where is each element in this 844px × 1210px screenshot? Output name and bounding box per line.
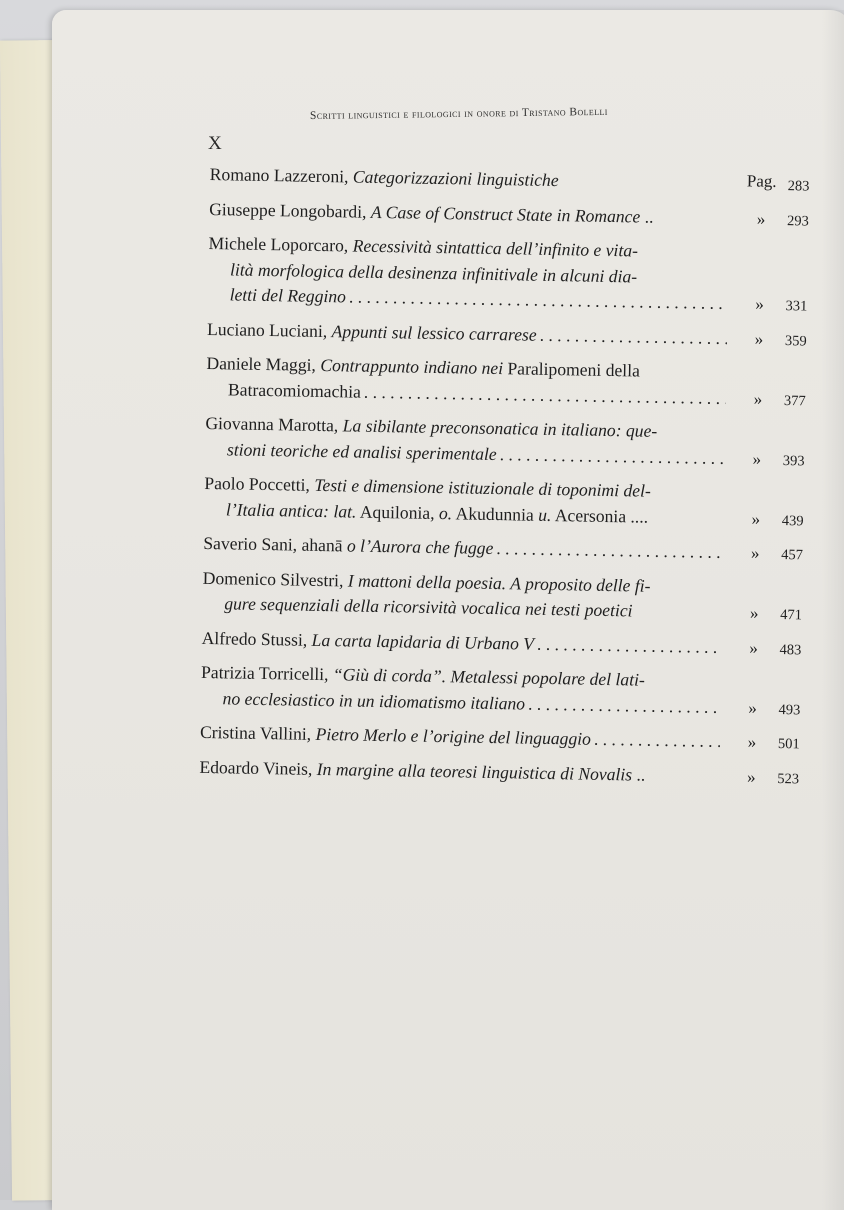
page-marker: » (751, 509, 761, 529)
toc-page-number: 457 (781, 547, 804, 564)
toc-text: Saverio Sani, ahanā (203, 532, 348, 556)
toc-text: Domenico Silvestri, (202, 567, 349, 590)
dot-leader (496, 536, 723, 565)
toc-text: Paralipomeni della (502, 358, 641, 381)
dot-leader (537, 631, 722, 660)
toc-page-number: 439 (781, 512, 804, 529)
table-of-contents (199, 162, 825, 800)
toc-title-italic: Appunti sul lessico carrarese (331, 320, 537, 345)
toc-page-number: 331 (785, 298, 808, 315)
toc-text: Daniele Maggi, (206, 352, 321, 375)
page-marker: » (749, 637, 759, 658)
toc-page-number: 523 (777, 770, 800, 787)
toc-title-italic: letti del Reggino (229, 284, 347, 307)
toc-text: Paolo Poccetti, (204, 472, 315, 495)
toc-page-number: 359 (784, 332, 807, 349)
toc-text: Aquilonia, (356, 501, 440, 523)
dot-leader (528, 691, 721, 720)
toc-text: Giovanna Marotta, (205, 412, 343, 436)
toc-title-italic: u. (538, 504, 552, 525)
page-marker: Pag. (746, 171, 777, 191)
toc-title-italic: La sibilante preconsonatica in italiano: que- (342, 415, 658, 441)
toc-title-italic: o l’Aurora che fugge (346, 535, 494, 559)
toc-title-italic: gure sequenziali della ricorsività vocalica nei testi poetici (224, 593, 633, 621)
running-head: Scritti linguistici e filologici in onore di Tristano Bolelli (309, 105, 608, 122)
toc-text: Batracomiomachia (227, 378, 362, 402)
toc-page-number: 483 (779, 641, 802, 658)
toc-title-italic: o. (438, 502, 453, 523)
toc-page-number: 283 (787, 178, 810, 195)
page-marker: » (747, 732, 757, 752)
toc-entry (202, 565, 818, 627)
toc-entry-text (203, 531, 493, 562)
toc-text: Akudunnia (452, 502, 539, 525)
toc-title-italic: Pietro Merlo e l’origine del linguaggio (315, 723, 592, 749)
toc-text: Luciano Luciani, (206, 318, 332, 341)
page-marker: » (750, 543, 760, 563)
page-marker: » (754, 329, 764, 349)
toc-title-italic: “Giù di corda”. Metalessi popolare del lati- (332, 664, 645, 690)
page-marker: » (755, 294, 765, 314)
toc-title-italic: I mattoni della poesia. A proposito delle fi- (347, 569, 651, 596)
toc-entry (207, 231, 823, 318)
toc-title-italic: Recessività sintattica dell’infinito e vita- (352, 235, 639, 261)
toc-text: Cristina Vallini, (199, 721, 316, 744)
toc-entry (200, 660, 816, 722)
page-marker: » (753, 389, 763, 409)
toc-entry (206, 351, 822, 413)
toc-text: .. (640, 206, 654, 227)
toc-text: Michele Loporcaro, (208, 232, 353, 256)
toc-text: Romano Lazzeroni, (209, 163, 354, 187)
page-number: X (208, 133, 222, 154)
toc-title-italic: l’Italia antica: lat. (225, 498, 357, 522)
toc-title-italic: A Case of Construct State in Romance (370, 201, 641, 227)
toc-title-italic: In margine alla teoresi linguistica di Novalis (316, 758, 633, 784)
toc-text: Edoardo Vineis, (199, 756, 317, 779)
toc-entry-text (229, 282, 346, 310)
toc-text: Acersonia .... (551, 504, 649, 527)
toc-text: Patrizia Torricelli, (200, 661, 334, 685)
toc-text: Alfredo Stussi, (201, 627, 312, 650)
toc-title-italic: no ecclesiastico in un idiomatismo italiano (222, 687, 526, 714)
toc-title-italic: Categorizzazioni linguistiche (352, 166, 559, 191)
page-marker: » (748, 697, 757, 718)
toc-title-italic: Testi e dimensione istituzionale di toponimi del- (314, 474, 652, 501)
toc-title-italic: stioni teoriche ed analisi sperimentale (226, 438, 497, 464)
toc-title-italic: Contrappunto indiano nei (320, 354, 504, 379)
toc-page-number: 493 (778, 701, 801, 718)
toc-page-number: 293 (786, 212, 809, 229)
toc-text: .. (631, 763, 646, 785)
toc-entry-text (227, 437, 497, 467)
dot-leader (499, 442, 725, 471)
page-marker: » (749, 603, 759, 623)
page-marker: » (756, 209, 766, 229)
toc-page-number: 471 (780, 607, 803, 624)
toc-page-number: 393 (782, 452, 805, 469)
dot-leader (539, 322, 727, 351)
toc-entry-text (228, 377, 361, 405)
toc-text: Giuseppe Longobardi, (209, 198, 372, 222)
toc-title-italic: La carta lapidaria di Urbano V (311, 629, 535, 654)
toc-entry-text (222, 686, 525, 717)
dot-leader (594, 727, 720, 755)
page-marker: » (746, 766, 756, 787)
toc-entry (204, 471, 820, 533)
toc-page-number: 501 (777, 736, 800, 753)
page-marker: » (752, 449, 762, 469)
toc-title-italic: lità morfologica della desinenza infinitivale in alcuni dia- (229, 258, 638, 286)
toc-entry (205, 411, 821, 473)
toc-page-number: 377 (783, 392, 806, 409)
